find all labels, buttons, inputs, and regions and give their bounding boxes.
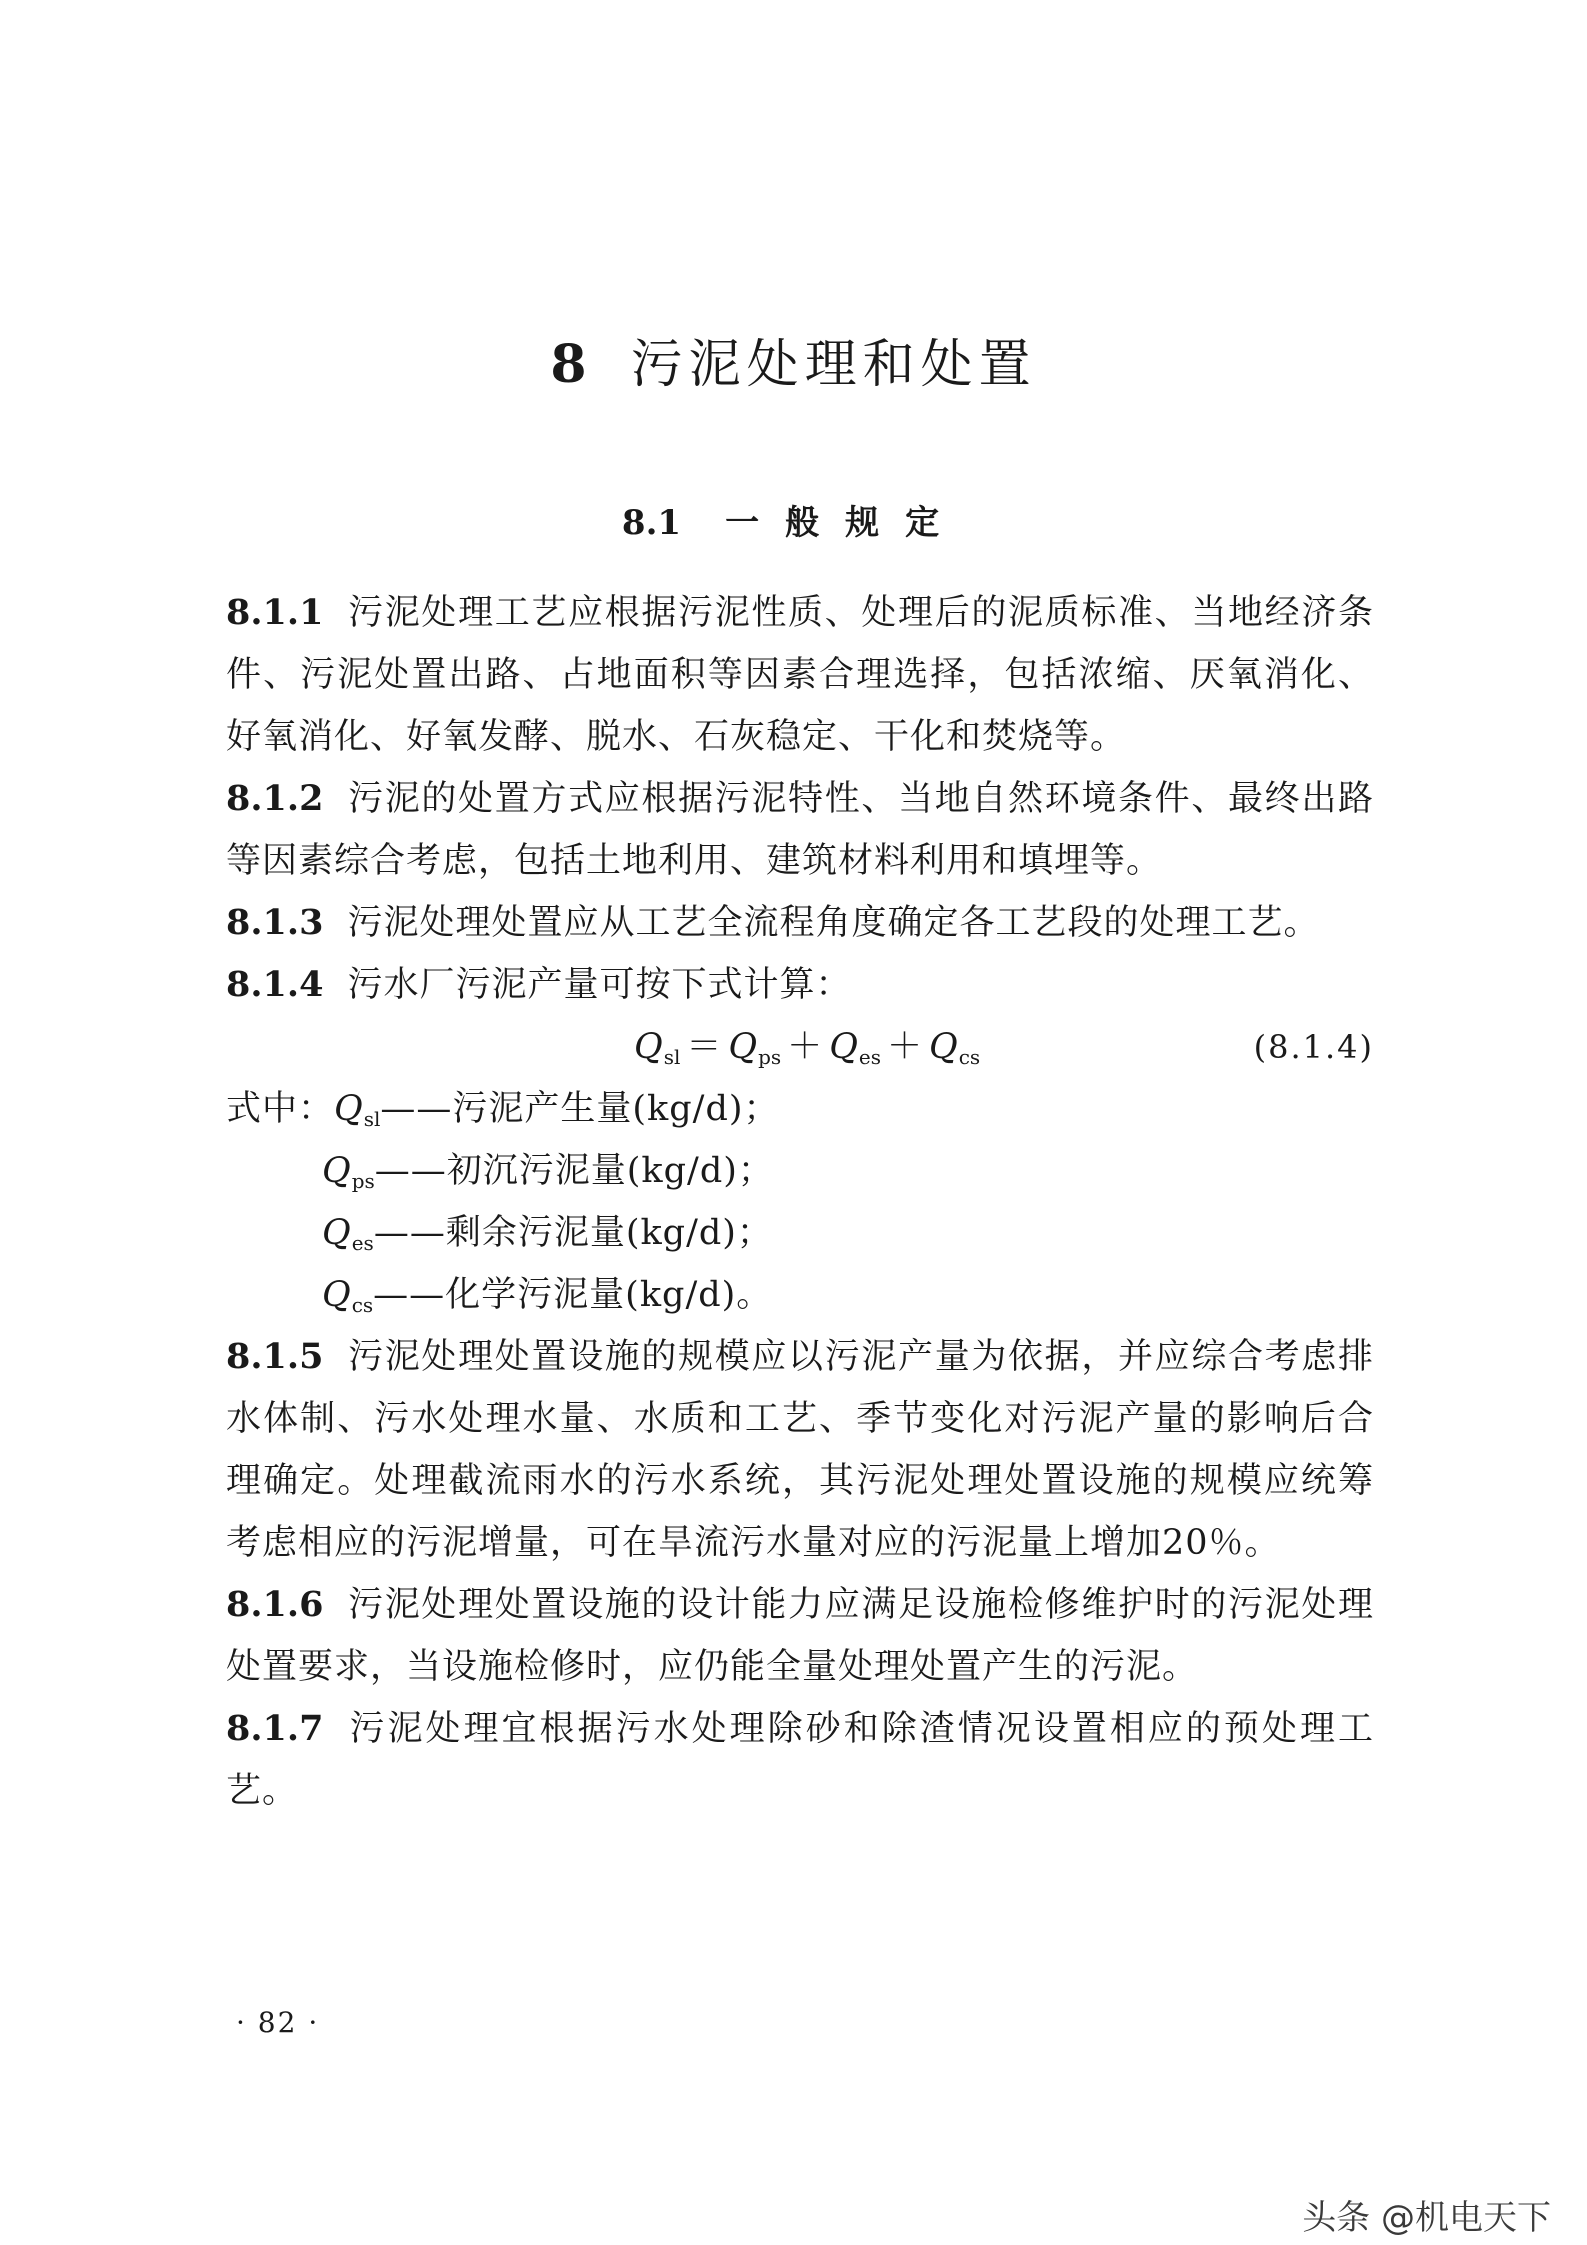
clause-text: 污泥处理处置设施的设计能力应满足设施检修维护时的污泥处理处置要求，当设施检修时，应仍能全量处理处置产生的污泥。 (226, 1585, 1374, 1687)
where-description: 剩余污泥量(kg/d)； (445, 1213, 773, 1253)
where-subscript: sl (363, 1107, 381, 1131)
clause-text: 污泥的处置方式应根据污泥特性、当地自然环境条件、最终出路等因素综合考虑，包括土地利用、建筑材料利用和填埋等。 (226, 779, 1374, 881)
formula-subscript: ps (758, 1045, 782, 1069)
where-dash: —— (374, 1151, 447, 1191)
plus-sign: ＋ (787, 1027, 824, 1067)
formula-subscript: es (858, 1045, 881, 1069)
clause-number: 8.1.5 (226, 1336, 324, 1377)
clause-8-1-2 (226, 768, 1374, 892)
clause-text: 污泥处理处置设施的规模应以污泥产量为依据，并应综合考虑排水体制、污水处理水量、水质和工艺、季节变化对污泥产量的影响后合理确定。处理截流雨水的污水系统，其污泥处理处置设施的规模应统筹考虑相应的污泥增量，可在旱流污水量对应的污泥量上增加20％。 (226, 1337, 1374, 1563)
section-number: 8.1 (621, 503, 682, 543)
where-item (226, 1078, 1374, 1140)
clause-text: 污水厂污泥产量可按下式计算： (347, 965, 852, 1005)
formula-subscript: cs (958, 1045, 981, 1069)
chapter-title (0, 330, 1587, 400)
formula-subscript: sl (663, 1045, 681, 1069)
formula-symbol: Q (829, 1027, 859, 1067)
section-title (0, 498, 1587, 548)
formula (634, 1016, 980, 1078)
where-subscript: cs (351, 1293, 374, 1317)
clause-number: 8.1.7 (226, 1708, 324, 1749)
clause-text: 污泥处理工艺应根据污泥性质、处理后的泥质标准、当地经济条件、污泥处置出路、占地面积等因素合理选择，包括浓缩、厌氧消化、好氧消化、好氧发酵、脱水、石灰稳定、干化和焚烧等。 (226, 593, 1374, 757)
formula-symbol: Q (634, 1027, 664, 1067)
plus-sign: ＋ (887, 1027, 924, 1067)
where-prefix: 式中： (226, 1089, 335, 1129)
clause-number: 8.1.2 (226, 778, 324, 819)
clause-text: 污泥处理处置应从工艺全流程角度确定各工艺段的处理工艺。 (347, 903, 1320, 943)
where-symbol: Q (322, 1275, 352, 1315)
clause-text: 污泥处理宜根据污水处理除砂和除渣情况设置相应的预处理工艺。 (226, 1709, 1374, 1811)
clause-number: 8.1.3 (226, 902, 324, 943)
equals-sign: ＝ (686, 1027, 723, 1067)
where-description: 污泥产生量(kg/d)； (452, 1089, 780, 1129)
where-symbol: Q (322, 1151, 352, 1191)
where-description: 化学污泥量(kg/d)。 (445, 1275, 773, 1315)
where-symbol: Q (322, 1213, 352, 1253)
clause-8-1-4 (226, 954, 1374, 1016)
clause-8-1-1 (226, 582, 1374, 768)
where-dash: —— (373, 1275, 446, 1315)
formula-number: (8.1.4) (1253, 1028, 1374, 1066)
where-symbol: Q (334, 1089, 364, 1129)
clause-list (226, 582, 1374, 1822)
clause-number: 8.1.1 (226, 592, 324, 633)
clause-8-1-7 (226, 1698, 1374, 1822)
section-name: 一般规定 (725, 503, 966, 543)
watermark-text: 头条 @机电天下 (1302, 2198, 1551, 2238)
clause-8-1-6 (226, 1574, 1374, 1698)
chapter-number: 8 (550, 334, 587, 395)
where-item (226, 1264, 1374, 1326)
where-subscript: ps (351, 1169, 375, 1193)
page-number: · 82 · (236, 2006, 320, 2039)
where-dash: —— (373, 1213, 446, 1253)
where-item (226, 1202, 1374, 1264)
where-dash: —— (380, 1089, 453, 1129)
chapter-name: 污泥处理和处置 (630, 335, 1037, 395)
formula-symbol: Q (728, 1027, 759, 1067)
formula-row (226, 1016, 1374, 1078)
formula-symbol: Q (929, 1027, 959, 1067)
clause-8-1-3 (226, 892, 1374, 954)
clause-number: 8.1.4 (226, 964, 324, 1005)
where-description: 初沉污泥量(kg/d)； (446, 1151, 774, 1191)
where-subscript: es (351, 1231, 374, 1255)
clause-number: 8.1.6 (226, 1584, 324, 1625)
where-item (226, 1140, 1374, 1202)
clause-8-1-5 (226, 1326, 1374, 1574)
